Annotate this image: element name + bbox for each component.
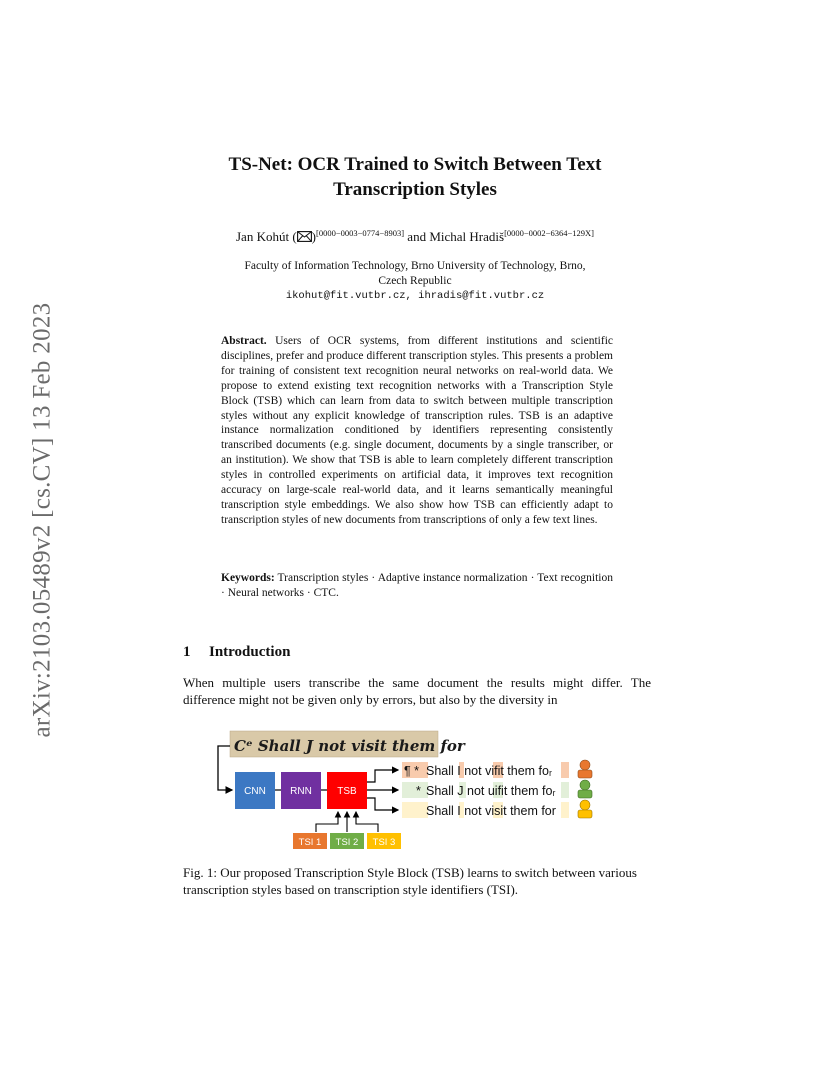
tsb-block [327, 772, 367, 809]
output-text: Shall I not vifit them foᵣ [426, 764, 552, 778]
tsi-2-box [330, 833, 364, 849]
abstract-text: Users of OCR systems, from different institutions and scientific disciplines, prefer and produce different transcription styles. This presents a problem for training of consistent text recognition neural networks on real-world data. We propose to extend existing text recognition networks with a Transcription Style Block (TSB) which can learn from data to switch between multiple transcription styles without any explicit knowledge of transcription rules. TSB is an adaptive instance normalization conditioned by identifiers representing consistently transcribed documents (e.g. single document, documents by a single transcriber, or an institution). We show that TSB is able to learn completely different transcription styles in controlled experiments on artificial data, it improves text recognition accuracy on large-scale real-world data, and it learns semantically meaningful transcription style embeddings. We also show how TSB can efficiently adapt to transcription styles of new documents from transcriptions of only a few text lines. [221, 335, 613, 526]
input-line-text: Cᵉ Shall J not visit them for [234, 737, 465, 755]
figure-caption [183, 864, 651, 898]
tsi-2-label: TSI 2 [335, 837, 359, 848]
output-arrow [367, 798, 398, 810]
person-icon-green [578, 780, 592, 798]
affiliation-line: Czech Republic [378, 275, 452, 287]
affiliation [150, 259, 680, 304]
tsi-3-label: TSI 3 [372, 837, 396, 848]
keywords [221, 571, 613, 601]
tsi-arrow [356, 812, 378, 832]
rnn-label: RNN [290, 786, 312, 797]
output-line-3 [402, 802, 569, 818]
output-arrow [367, 770, 398, 782]
abstract [221, 334, 613, 528]
input-line-image [230, 731, 466, 757]
cnn-label: CNN [244, 786, 266, 797]
title-line-1: TS-Net: OCR Trained to Switch Between Text [228, 154, 602, 175]
output-prefix: * [416, 784, 421, 798]
figure-1 [210, 728, 610, 853]
section-number: 1 [183, 644, 191, 660]
intro-paragraph: When multiple users transcribe the same document the results might differ. The difference might not be given only by errors, but also by the diversity in [183, 675, 651, 707]
author-name: Jan Kohút ( [235, 229, 297, 244]
output-prefix: ¶ * [404, 764, 420, 778]
keywords-text: Transcription styles · Adaptive instance normalization · Text recognition · Neural networks · CTC. [221, 572, 614, 599]
caption-label: Fig. 1: [183, 865, 217, 880]
cnn-block [235, 772, 275, 809]
paper-title [120, 152, 710, 202]
title-line-2: Transcription Styles [333, 179, 497, 200]
section-heading [183, 644, 290, 661]
coauthor-orcid: [0000−0002−6364−129X] [504, 228, 594, 238]
tsi-arrow [316, 812, 338, 832]
affiliation-line: Faculty of Information Technology, Brno University of Technology, Brno, [244, 260, 586, 272]
tsi-1-box [293, 833, 327, 849]
arxiv-identifier [22, 280, 62, 760]
keywords-label: Keywords: [221, 572, 275, 584]
author-orcid: [0000−0003−0774−8903] [316, 228, 405, 238]
coauthor-name: Michal Hradiš [429, 229, 505, 244]
tsi-3-box [367, 833, 401, 849]
output-text: Shall I not visit them for [426, 804, 556, 818]
output-line-2 [402, 782, 569, 798]
section-title: Introduction [209, 644, 291, 660]
author-connector: and [404, 229, 430, 244]
envelope-icon [297, 231, 312, 242]
rnn-block [281, 772, 321, 809]
output-line-1 [402, 762, 569, 778]
abstract-label: Abstract. [221, 335, 267, 347]
author-list [120, 228, 710, 245]
person-icon-yellow [578, 800, 592, 818]
tsi-1-label: TSI 1 [298, 837, 322, 848]
tsb-label: TSB [337, 786, 357, 797]
arxiv-identifier-text: arXiv:2103.05489v2 [cs.CV] 13 Feb 2023 [28, 302, 56, 738]
person-icon-orange [578, 760, 592, 778]
output-text: Shall J not uifit them foᵣ [426, 784, 556, 798]
caption-text: Our proposed Transcription Style Block (TSB) learns to switch between various transcription styles based on transcription style identifiers (TSI). [183, 865, 637, 897]
email-addresses: ikohut@fit.vutbr.cz, ihradis@fit.vutbr.cz [285, 290, 545, 302]
author-paren: ) [311, 229, 316, 244]
